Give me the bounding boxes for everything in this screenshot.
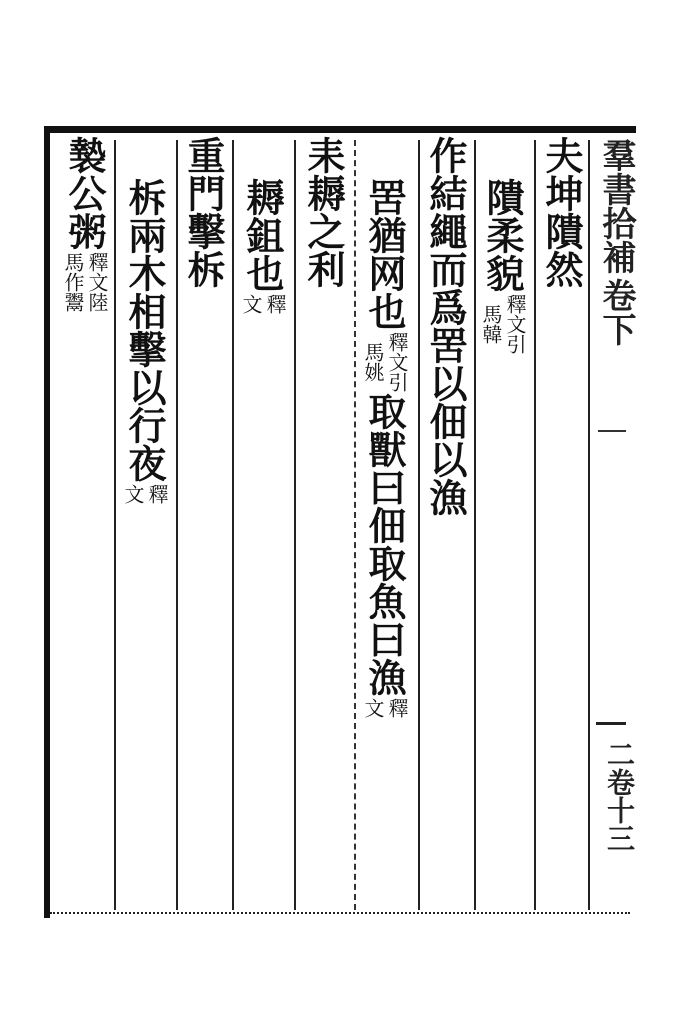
main-text: 罟猶网也 (362, 178, 407, 330)
annotation-left: 文 (361, 698, 385, 718)
column-rule (114, 140, 116, 910)
column-rule (418, 140, 420, 910)
annotation-right: 釋文引 (503, 294, 527, 354)
fishtail-mark (598, 430, 626, 432)
annotation (240, 294, 286, 314)
text-column-6 (240, 178, 286, 314)
main-text-continued: 取獸曰佃取魚曰漁 (362, 392, 407, 696)
annotation-right: 釋 (145, 484, 169, 504)
main-text: 重門擊柝 (181, 136, 226, 288)
margin-page-number (594, 740, 636, 852)
main-text: 褺公粥 (62, 136, 107, 250)
column-rule (474, 140, 476, 910)
annotation (62, 252, 108, 312)
annotation-right: 釋文陸 (85, 252, 109, 312)
annotation-left: 文 (239, 294, 263, 314)
annotation-left: 馬韓 (479, 304, 503, 344)
main-text: 耒耨之利 (301, 136, 346, 288)
text-column-3 (424, 136, 468, 516)
annotation-left: 馬作鬻 (61, 252, 85, 312)
annotation (480, 294, 526, 354)
text-column-2 (480, 178, 526, 354)
main-text: 夫坤隤然 (539, 136, 584, 288)
annotation-right: 釋 (263, 294, 287, 314)
text-column-8 (122, 178, 168, 504)
annotation-right: 釋文引 (385, 332, 409, 392)
column-rule (232, 140, 234, 910)
margin-volume-text: 卷下 (596, 278, 636, 346)
annotation (362, 698, 408, 718)
annotation-right: 釋 (385, 698, 409, 718)
frame-bottom-border (50, 912, 630, 917)
annotation (122, 484, 168, 504)
text-column-5 (302, 136, 346, 288)
margin-title (590, 138, 638, 346)
text-column-9 (62, 136, 108, 312)
text-column-4 (362, 178, 408, 718)
main-text: 作結繩而爲罟以佃以漁 (423, 136, 468, 516)
column-rule (354, 140, 356, 910)
margin-page-text: 二卷十三 (603, 740, 636, 852)
main-text: 柝兩木相擊以行夜 (122, 178, 167, 482)
main-text: 隤柔貌 (480, 178, 525, 292)
margin-title-text: 羣書拾補 (596, 138, 636, 274)
main-text: 耨鉏也 (240, 178, 285, 292)
frame-left-border (44, 126, 50, 918)
annotation (362, 332, 408, 392)
fishtail-mark (596, 722, 626, 735)
column-rule (176, 140, 178, 910)
annotation-left: 文 (121, 484, 145, 504)
text-column-7 (182, 136, 226, 288)
frame-top-border (44, 126, 636, 133)
column-rule (534, 140, 536, 910)
column-rule (294, 140, 296, 910)
annotation-left: 馬姚 (361, 342, 385, 382)
text-column-1 (540, 136, 584, 288)
